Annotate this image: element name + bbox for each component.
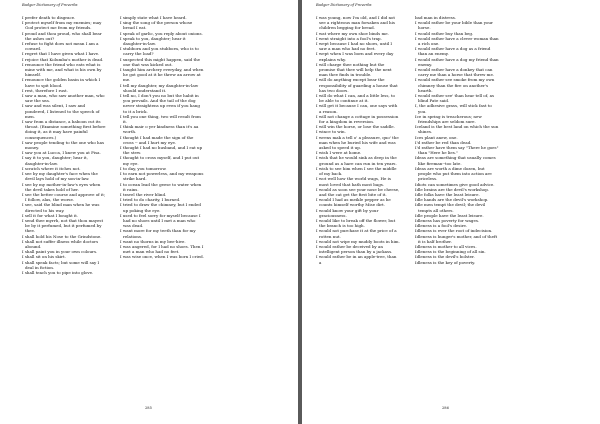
running-header: Badger Dictionary of Proverbs	[22, 3, 78, 7]
proverb-entry: Ideas are something that usually comes like fireman--too late.	[415, 155, 496, 166]
proverb-entry: Idleness is a fool's desire.	[415, 223, 468, 229]
proverb-entry: I scratch where it itches not.	[22, 165, 81, 171]
entries-column-1	[22, 15, 106, 275]
proverb-entry: I would rather have a clever woman than a rich one.	[415, 35, 499, 47]
proverb-entry: I want more for my teeth than for my relations.	[120, 228, 196, 239]
proverb-entry: I travel the river blind.	[120, 191, 167, 197]
proverb-entry: I send thee myrrh, not that thou mayest be by it perfumed, but it perfumed by thee.	[22, 217, 104, 234]
proverb-entry: Iceland is the best land on which the sun shines.	[415, 124, 499, 135]
proverb-entry: Idleness is mother to all vices.	[415, 243, 477, 249]
proverb-entry: I would rather see' than hear tell of, as blind Pate said.	[415, 93, 495, 104]
proverb-entry: I will win the horse, or lose the saddle.	[316, 124, 395, 130]
proverb-entry: Idleness is ever the root of indecision.	[415, 228, 493, 234]
proverb-entry: Ice in spring is treacherous; new friendships are seldom sure.	[415, 113, 482, 125]
proverb-entry: Idle folks have the least leisure.	[415, 191, 480, 197]
proverb-entry: I would rather be in an apple-tree, than a	[316, 254, 397, 265]
proverb-entry: I saw from a distance, a baboon cut its throat. (Examine something first before doing it, as it may have painful consequences.)	[22, 119, 106, 140]
proverb-entry: I saw people tending to the one who has money.	[22, 139, 105, 151]
proverb-entry: I refuse to fight does not mean I am a coward.	[22, 41, 99, 52]
proverb-entry: I sing the song of the person whose bread I eat.	[120, 20, 193, 31]
proverb-entry: I speak to you, daughter; hear it daughter-in-law.	[120, 35, 186, 47]
proverb-entry: I tried to do charity, I burned.	[120, 197, 181, 203]
running-header: Badger Dictionary of Proverbs	[316, 3, 372, 7]
proverb-entry: I will charge thee nothing but the promise that thee will help the next man thee finds in trouble.	[316, 61, 392, 78]
proverb-entry: I see, said the blind man when he was directed to his way.	[22, 202, 100, 213]
proverb-entry: I prefer death to disgrace.	[22, 15, 76, 20]
proverb-entry: I was angered, for I had no shoes. Then I met a man who had no feet.	[120, 243, 204, 255]
proverb-entry: Idiots can sometimes give good advice.	[415, 181, 495, 187]
proverb-entry: I want no thorns in my bee-hive.	[120, 238, 186, 244]
proverb-entry: I'd rather have them say "There he goes" than "Here he lies."	[415, 145, 499, 156]
proverb-entry: I will do what I can, and a little less, to be able to continue at it.	[316, 93, 395, 104]
proverb-entry: Idleness is the devil's bolster.	[415, 254, 475, 260]
proverb-entry: I rejoice that Kolumba's mother is dead.	[22, 56, 104, 62]
proverb-entry: I suspected this might happen, said the one that was kicked out.	[120, 56, 201, 67]
proverb-entry: I wish that he would sink as deep in the ground as a hare can run in ten years.	[316, 155, 397, 166]
proverb-entry: I wrens mak a tell o' a pleasure, quo' the man when he buried his wife and was asked to speed it up.	[316, 134, 399, 151]
proverb-entry: I see the better course and approve of it; I follow, alas, the worse.	[22, 191, 106, 203]
proverb-entry: I wept when I was born and every day explains why.	[316, 51, 394, 62]
proverb-entry: Ideas are worth a dime dozen, but people who put them into action are priceless.	[415, 165, 492, 182]
proverb-entry: I would rather have a dog my friend than enemy.	[415, 56, 499, 67]
proverb-entry: I sell it for what I bought it.	[22, 212, 79, 218]
entries-column-2	[120, 15, 204, 260]
proverb-entry: I stubborn and you stubborn, who is to carry the load?	[120, 46, 199, 57]
proverb-entry: Idleness is the beginning of all sin.	[415, 249, 486, 255]
proverb-entry: I taught him archery everyday, and when he got good at it he threw an arrow at me.	[120, 67, 204, 83]
proverb-entry: I to day, you tomorrow.	[120, 165, 167, 171]
entries-column-2	[415, 15, 499, 265]
proverb-entry: I regret that I have given what I have.	[22, 51, 100, 57]
proverb-entry: I would not wipe my muddy boots in him.	[316, 238, 400, 244]
proverb-entry: I think mair o yer kindness than it's aa worth.	[120, 124, 199, 135]
proverb-entry: I saw you at Lucca, I knew you at Pisa.	[22, 150, 101, 156]
proverb-entry: I was wise once, when I was born I cried.	[120, 254, 204, 260]
proverb-entry: I wish I were at home.	[316, 150, 362, 156]
proverb-entry: I wish to see him when I see the middle of my back.	[316, 165, 397, 177]
proverb-entry: I, the adhesive grass, will stick fast to you.	[415, 103, 492, 114]
entries-column-1	[316, 15, 400, 265]
page-number: 286	[442, 406, 449, 410]
left-page	[0, 0, 298, 424]
proverb-entry: I tell you one thing, two will result from it.	[120, 113, 201, 125]
proverb-entry: I will get it because I can, one says with a reason.	[316, 103, 398, 114]
proverb-entry: I went straight into a fool's trap.	[316, 35, 382, 41]
proverb-entry: I would as soon see your nose be cheese, and the cat get the first bite of it.	[316, 186, 400, 197]
proverb-entry: I saw and was silent, I saw and pondered, I listened to the speech of men.	[22, 103, 100, 119]
page-number: 285	[145, 406, 152, 410]
proverb-entry: I wince to win.	[316, 129, 346, 135]
proverb-entry: Idle people have the least leisure.	[415, 212, 484, 218]
proverb-entry: I shall teach you to pipe into glove.	[22, 269, 94, 275]
proverb-entry: I would rather be deceived by an intelligent person than by a jackass.	[316, 243, 393, 255]
proverb-entry: Idleness is hunger's mother, and of theft it is half brother.	[415, 233, 498, 244]
proverb-entry: I speak of garlic, you reply about onions.	[120, 30, 203, 36]
proverb-entry: I would rather buy than beg.	[415, 30, 474, 36]
proverb-entry: Idle brains are the devil's workshop.	[415, 186, 490, 192]
proverb-entry: Ices plant anew, one.	[415, 134, 458, 140]
proverb-entry: I renounce the friend who eats what is mine with me, and what is his own by himself.	[22, 61, 102, 78]
proverb-entry: I saw a man, who saw another man, who saw the sea.	[22, 93, 105, 104]
proverb-entry: I shall speak facts; but some will say I deal in fiction.	[22, 259, 100, 270]
proverb-entry: I say it to you, daughter; hear it, daughter-in-law.	[22, 155, 88, 166]
proverb-entry: Idle men tempt the devil; the devil tempts all others.	[415, 202, 486, 213]
proverb-entry: I would I had as meikle pepper as he counts himself worthy Mise dirt.	[316, 197, 391, 208]
proverb-entry: I thought I had made the sign of the cross -- and I hurt my eye.	[120, 134, 194, 145]
proverb-entry: I will not change a cottage in possession for a kingdom in reversion.	[316, 113, 399, 125]
proverb-entry: I'd rather be red than dead.	[415, 139, 472, 145]
proverb-entry: I tell no, I don't you no but the habit in you prevails. And the tail of the dog never straightens up even if you hang to it a brick.	[120, 93, 200, 114]
proverb-entry: I proud and thou proud, who shall bear the ashes out?	[22, 30, 102, 41]
proverb-entry: I to earn not powerless, and my weapons strike hard.	[120, 171, 204, 182]
proverb-entry: I simply state what I have heard.	[120, 15, 187, 20]
proverb-entry: I wat where my own shoe binds me.	[316, 30, 389, 36]
proverb-entry: I would rather have a donkey that can carry me than a horse that threw me.	[415, 67, 495, 78]
proverb-entry: I shall sit on his skirt.	[22, 254, 66, 260]
proverb-entry: Idleness is the key of poverty.	[415, 259, 476, 265]
proverb-entry: I would not purchase it at the price of a rotten nut.	[316, 228, 397, 239]
proverb-entry: I tell my daughter, my daughter-in-law should understand it.	[120, 82, 199, 93]
proverb-entry: I protect myself from my enemies; may God protect me from my friends.	[22, 20, 102, 31]
proverb-entry: I see by my mother-in-law's eyes when the devil takes hold of her.	[22, 181, 101, 192]
proverb-entry: I would rather have a dog as a friend than an enemy.	[415, 46, 491, 57]
proverb-entry: I would rather be your bible than your horse.	[415, 20, 493, 31]
proverb-entry: I shall paint you in your own colours.	[22, 249, 98, 255]
proverb-entry: I to ocean lead the geese to water when it rains.	[120, 181, 202, 192]
proverb-entry: I shall not suffer illness while doctors abound.	[22, 238, 99, 249]
proverb-entry: I would know your gift by your graciousness.	[316, 207, 379, 218]
proverb-entry: I would rather see smoke from my own chimney than the fire on another's hearth.	[415, 77, 495, 93]
proverb-entry: I tried to draw the chimney, but I ended up poking the eye.	[120, 202, 201, 213]
proverb-entry: I renounce the golden basin in which I have to spit blood.	[22, 77, 101, 88]
proverb-entry: I thought to cross myself, and I put out my eye.	[120, 155, 200, 166]
proverb-entry: I wot well how the world wags, He is most loved that hath most bags.	[316, 176, 391, 187]
proverb-entry: I rest, therefore I rust.	[22, 87, 68, 93]
right-page	[302, 0, 600, 424]
proverb-entry: I was young, now I'm old, and I did not see a righteous man forsaken and his children begging for bread.	[316, 15, 396, 31]
proverb-entry: bad man in distress.	[415, 15, 457, 20]
proverb-entry: I shall hold his Nose to the Grindstone.	[22, 233, 102, 239]
proverb-entry: I will do anything except bear the responsibility of guarding a house that has two doors.	[316, 77, 398, 93]
proverb-entry: I would like to break off the flower, but the branch is too high.	[316, 217, 396, 229]
proverb-entry: I wept because I had no shoes, until I saw a man who had no feet.	[316, 41, 392, 52]
proverb-entry: I thought I had no husband, and I eat up the stew.	[120, 145, 203, 156]
proverb-entry: I see by my daughter's face when the devil lays hold of my son-in-law.	[22, 171, 98, 182]
proverb-entry: Idleness has poverty for wages.	[415, 217, 480, 223]
proverb-entry: Idle hands are the devil's workshop.	[415, 197, 489, 203]
proverb-entry: I used to feel sorry for myself because I had no shoes until I met a man who was dead.	[120, 212, 201, 229]
